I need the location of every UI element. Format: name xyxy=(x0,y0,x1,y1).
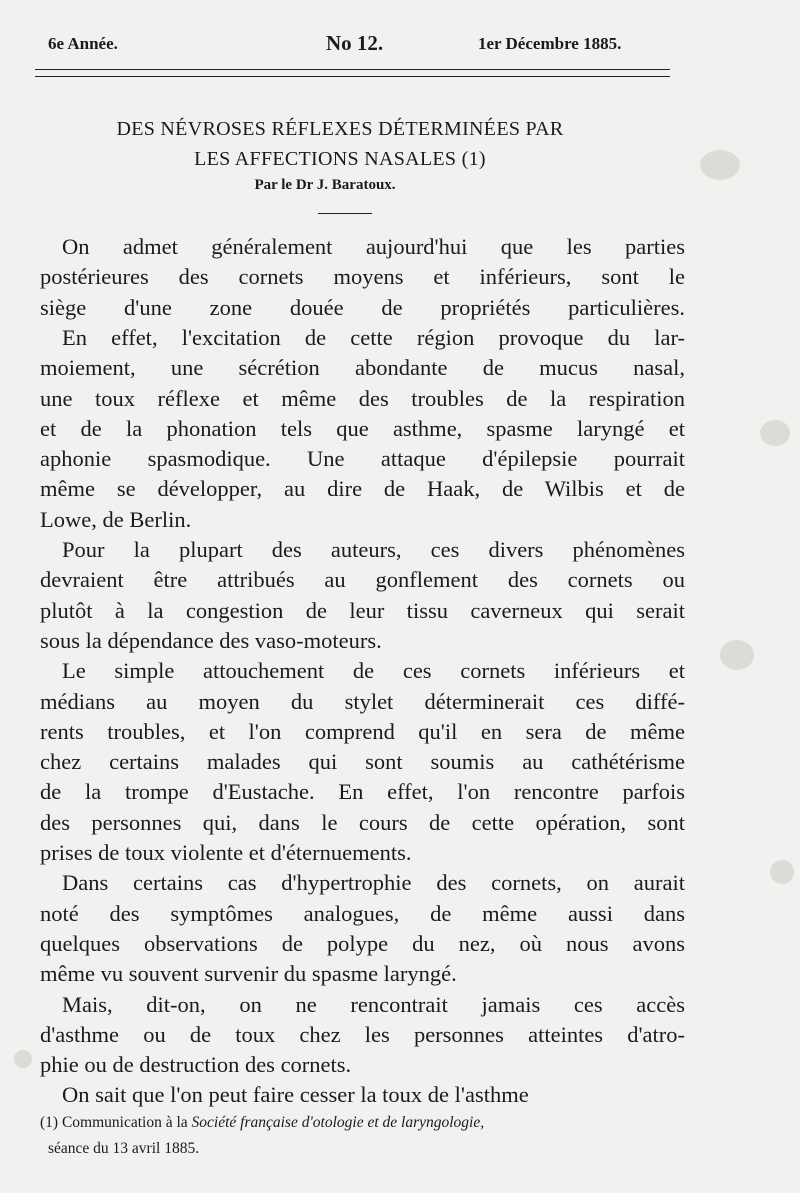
body-line: On admet généralement aujourd'hui que les parties xyxy=(62,234,685,259)
body-line: Le simple attouchement de ces cornets inférieurs et xyxy=(62,658,685,684)
footnote-journal: Société française d'otologie et de laryngologie, xyxy=(191,1114,485,1131)
body-line: On sait que l'on peut faire cesser la toux de l'asthme xyxy=(62,1082,529,1108)
article-title-line-2: LES AFFECTIONS NASALES (1) xyxy=(194,148,486,170)
body-line: postérieures des cornets moyens et inférieurs, sont le xyxy=(40,264,685,290)
body-line: En effet, l'excitation de cette région provoque du lar- xyxy=(62,324,685,350)
header-date: 1er Décembre 1885. xyxy=(478,34,622,53)
footnote-line-1 xyxy=(40,1111,695,1134)
body-line: des personnes qui, dans le cours de cette opération, sont xyxy=(40,809,685,835)
running-header xyxy=(48,31,750,56)
article-byline: Par le Dr J. Baratoux. xyxy=(254,177,396,193)
header-rule-bottom xyxy=(35,76,670,77)
title-separator xyxy=(318,213,372,214)
article-title xyxy=(0,114,680,174)
body-line: rents troubles, et l'on comprend qu'il en sera de même xyxy=(40,718,685,744)
body-line: médians au moyen du stylet déterminerait ces diffé- xyxy=(40,688,685,714)
body-line: aphonie spasmodique. Une attaque d'épilepsie pourrait xyxy=(40,446,685,472)
header-rule-top xyxy=(35,69,670,70)
body-line: siège d'une zone douée de propriétés particulières. xyxy=(40,294,685,320)
body-line: devraient être attribués au gonflement des cornets ou xyxy=(40,567,685,593)
header-year: 6e Année. xyxy=(48,34,118,53)
footnote-marker: (1) Communication à la xyxy=(40,1114,188,1131)
body-line: Pour la plupart des auteurs, ces divers phénomènes xyxy=(62,537,685,562)
body-line: sous la dépendance des vaso-moteurs. xyxy=(40,627,382,653)
body-line: plutôt à la congestion de leur tissu caverneux qui serait xyxy=(40,597,685,623)
article-title-line-1: DES NÉVROSES RÉFLEXES DÉTERMINÉES PAR xyxy=(116,118,564,140)
body-line: Mais, dit-on, on ne rencontrait jamais ces accès xyxy=(62,991,685,1017)
body-line: prises de toux violente et d'éternuements. xyxy=(40,840,412,865)
header-issue-number: No 12. xyxy=(326,31,384,55)
body-line: chez certains malades qui sont soumis au cathétérisme xyxy=(40,749,685,775)
body-line: d'asthme ou de toux chez les personnes atteintes d'atro- xyxy=(40,1021,685,1047)
body-line: et de la phonation tels que asthme, spasme laryngé et xyxy=(40,415,685,441)
body-line: noté des symptômes analogues, de même aussi dans xyxy=(40,900,685,926)
body-line: même vu souvent survenir du spasme laryngé. xyxy=(40,961,457,987)
body-line: Lowe, de Berlin. xyxy=(40,506,192,532)
body-line: moiement, une sécrétion abondante de mucus nasal, xyxy=(40,355,685,381)
body-line: Dans certains cas d'hypertrophie des cornets, on aurait xyxy=(62,870,685,896)
body-line: de la trompe d'Eustache. En effet, l'on rencontre parfois xyxy=(40,779,685,805)
body-line: phie ou de destruction des cornets. xyxy=(40,1052,352,1078)
body-line: quelques observations de polype du nez, où nous avons xyxy=(40,930,685,956)
body-line: une toux réflexe et même des troubles de la respiration xyxy=(40,385,685,411)
body-line: même se développer, au dire de Haak, de Wilbis et de xyxy=(40,476,685,502)
footnote-line-2: séance du 13 avril 1885. xyxy=(48,1140,200,1157)
